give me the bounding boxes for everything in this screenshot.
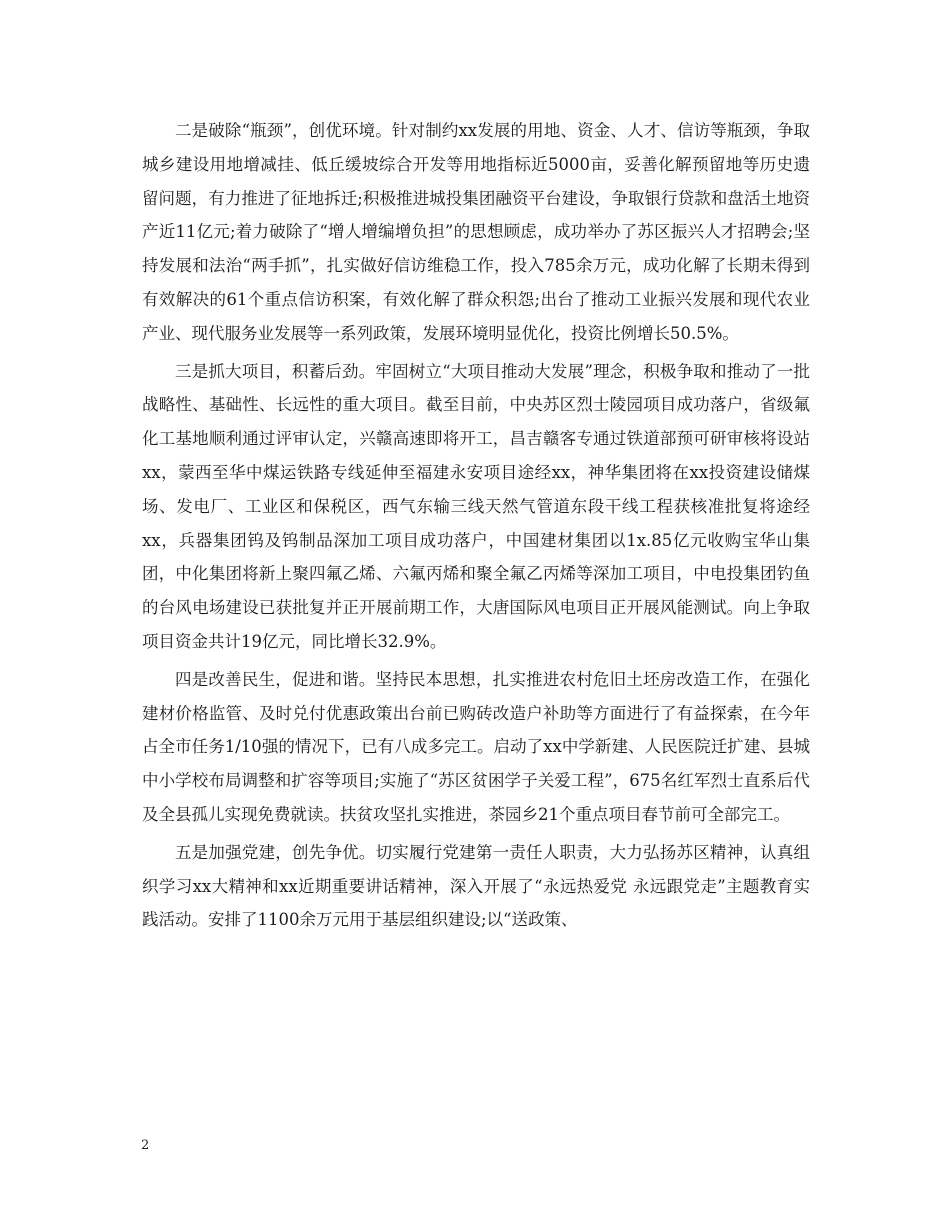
- paragraph-livelihood: 四是改善民生，促进和谐。坚持民本思想，扎实推进农村危旧土坯房改造工作，在强化建材价格监管、及时兑付优惠政策出台前已购砖改造户补助等方面进行了有益探索，在今年占全市任务1/10强的情况下，已有八成多完工。启动了xx中学新建、人民医院迁扩建、县城中小学校布局调整和扩容等项目;实施了“苏区贫困学子关爱工程”，675名红军烈士直系后代及全县孤儿实现免费就读。扶贫攻坚扎实推进，茶园乡21个重点项目春节前可全部完工。: [142, 669, 810, 824]
- paragraph-breaking-bottlenecks: 二是破除“瓶颈”，创优环境。针对制约xx发展的用地、资金、人才、信访等瓶颈，争取城乡建设用地增减挂、低丘缓坡综合开发等用地指标近5000亩，妥善化解预留地等历史遗留问题，有力推进了征地拆迁;积极推进城投集团融资平台建设，争取银行贷款和盘活土地资产近11亿元;着力破除了“增人增编增负担”的思想顾虑，成功举办了苏区振兴人才招聘会;坚持发展和法治“两手抓”，扎实做好信访维稳工作，投入785余万元，成功化解了长期未得到有效解决的61个重点信访积案，有效化解了群众积怨;出台了推动工业振兴发展和现代农业产业、现代服务业发展等一系列政策，发展环境明显优化，投资比例增长50.5%。: [142, 121, 810, 343]
- page-number: 2: [141, 1138, 150, 1153]
- paragraph-major-projects: 三是抓大项目，积蓄后劲。牢固树立“大项目推动大发展”理念，积极争取和推动了一批战略性、基础性、长远性的重大项目。截至目前，中央苏区烈士陵园项目成功落户，省级氟化工基地顺利通过评审认定，兴赣高速即将开工，昌吉赣客专通过铁道部预可研审核将设站xx，蒙西至华中煤运铁路专线延伸至福建永安项目途经xx，神华集团将在xx投资建设储煤场、发电厂、工业区和保税区，西气东输三线天然气管道东段干线工程获核准批复将途经xx，兵器集团钨及钨制品深加工项目成功落户，中国建材集团以1x.85亿元收购宝华山集团，中化集团将新上聚四氟乙烯、六氟丙烯和聚全氟乙丙烯等深加工项目，中电投集团钓鱼的台风电场建设已获批复并正开展前期工作，大唐国际风电项目正开展风能测试。向上争取项目资金共计19亿元，同比增长32.9%。: [142, 361, 810, 651]
- paragraph-party-building: 五是加强党建，创先争优。切实履行党建第一责任人职责，大力弘扬苏区精神，认真组织学习xx大精神和xx近期重要讲话精神，深入开展了“永远热爱党 永远跟党走”主题教育实践活动。安排了1100余万元用于基层组织建设;以“送政策、: [142, 842, 810, 930]
- document-body: [142, 114, 810, 941]
